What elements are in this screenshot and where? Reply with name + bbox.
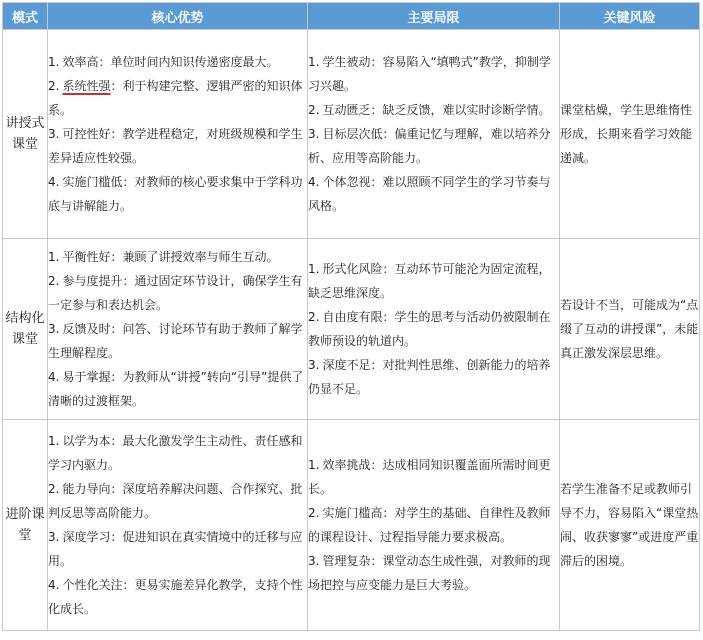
list-item: 4. 个体忽视：难以照顾不同学生的学习节奏与风格。 (308, 175, 551, 213)
header-limits: 主要局限 (308, 3, 560, 30)
list-item: 2. 系统性强：利于构建完整、逻辑严密的知识体系。 (48, 79, 303, 117)
list-item: 3. 反馈及时：问答、讨论环节有助于教师了解学生理解程度。 (48, 322, 303, 360)
list-item: 3. 管理复杂：课堂动态生成性强，对教师的现场把控与应变能力是巨大考验。 (308, 554, 551, 592)
header-row (3, 3, 700, 30)
risk-cell: 若学生准备不足或教师引导不力，容易陷入“课堂热闹、收获寥寥”或进度严重滞后的困境。 (560, 420, 700, 631)
list-item: 1. 效率高：单位时间内知识传递密度最大。 (48, 55, 279, 69)
list-item: 4. 易于掌握：为教师从“讲授”转向“引导”提供了清晰的过渡框架。 (48, 370, 304, 408)
table-row (3, 239, 700, 420)
risk-cell: 若设计不当，可能成为“点缀了互动的讲授课”，未能真正激发深层思维。 (560, 239, 700, 420)
header-risks: 关键风险 (560, 3, 700, 30)
list-item: 3. 深度不足：对批判性思维、创新能力的培养仍显不足。 (308, 358, 551, 396)
list-item: 2. 实施门槛高：对学生的基础、自律性及教师的课程设计、过程指导能力要求极高。 (308, 506, 551, 544)
list-item: 3. 可控性好：教学进程稳定，对班级规模和学生差异适应性较强。 (48, 127, 303, 165)
list-item: 1. 形式化风险：互动环节可能沦为固定流程，缺乏思维深度。 (308, 262, 551, 300)
limits-cell (308, 30, 560, 239)
advantages-cell (48, 239, 308, 420)
mode-cell: 结构化课堂 (3, 239, 48, 420)
list-item: 3. 深度学习：促进知识在真实情境中的迁移与应用。 (48, 530, 303, 568)
list-item: 2. 自由度有限：学生的思考与活动仍被限制在教师预设的轨道内。 (308, 310, 551, 348)
header-mode: 模式 (3, 3, 48, 30)
limits-cell (308, 239, 560, 420)
list-item: 4. 实施门槛低：对教师的核心要求集中于学科功底与讲解能力。 (48, 175, 303, 213)
table-row (3, 420, 700, 631)
advantages-cell (48, 30, 308, 239)
list-item: 2. 参与度提升：通过固定环节设计，确保学生有一定参与和表达机会。 (48, 274, 303, 312)
limits-cell (308, 420, 560, 631)
mode-cell: 进阶课堂 (3, 420, 48, 631)
header-advantages: 核心优势 (48, 3, 308, 30)
list-item: 3. 目标层次低：偏重记忆与理解，难以培养分析、应用等高阶能力。 (308, 127, 551, 165)
list-item: 2. 能力导向：深度培养解决问题、合作探究、批判反思等高阶能力。 (48, 482, 303, 520)
list-item: 4. 个性化关注：更易实施差异化教学，支持个性化成长。 (48, 578, 303, 616)
advantages-cell (48, 420, 308, 631)
list-item: 1. 平衡性好：兼顾了讲授效率与师生互动。 (48, 250, 279, 264)
list-item: 1. 学生被动：容易陷入“填鸭式”教学，抑制学习兴趣。 (308, 55, 551, 93)
list-item: 1. 以学为本：最大化激发学生主动性、责任感和学习内驱力。 (48, 434, 303, 472)
table-row (3, 30, 700, 239)
mode-cell: 讲授式课堂 (3, 30, 48, 239)
list-item: 1. 效率挑战：达成相同知识覆盖面所需时间更长。 (308, 458, 551, 496)
marked-text: 系统性强 (62, 79, 111, 93)
comparison-table (2, 2, 700, 631)
risk-cell: 课堂枯燥，学生思维惰性形成，长期来看学习效能递减。 (560, 30, 700, 239)
list-item: 2. 互动匮乏：缺乏反馈，难以实时诊断学情。 (308, 103, 551, 117)
